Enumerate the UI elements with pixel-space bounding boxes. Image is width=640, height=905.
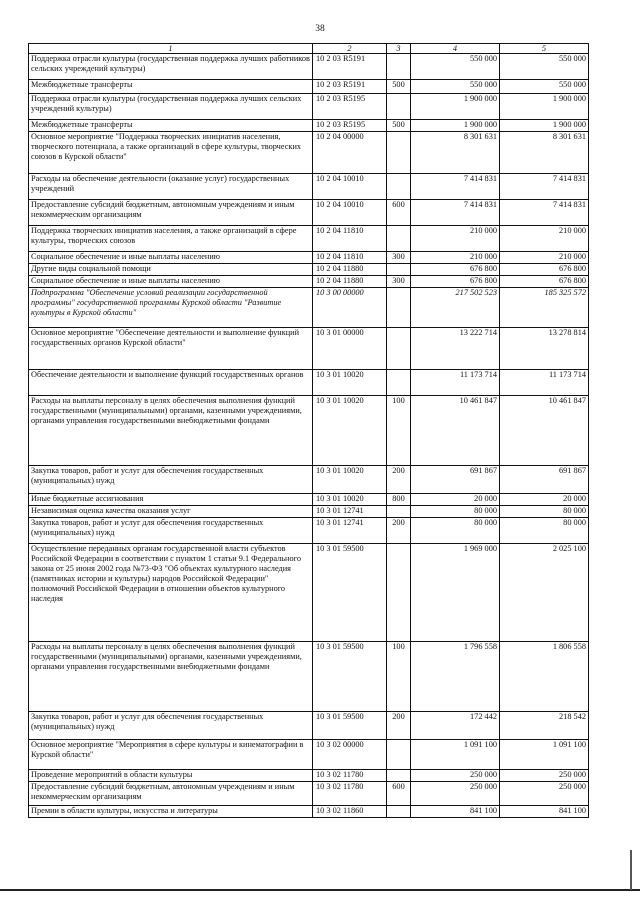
row-name-cell: Предоставление субсидий бюджетным, автономным учреждениям и иным некоммерческим организациям <box>29 782 313 806</box>
row-value-5-cell: 10 461 847 <box>500 396 589 466</box>
table-row <box>29 806 589 818</box>
row-value-5-cell: 80 000 <box>500 518 589 544</box>
page-number: 38 <box>315 24 325 34</box>
row-value-4-cell: 217 502 523 <box>411 288 500 328</box>
row-value-5-cell: 210 000 <box>500 226 589 252</box>
table-row <box>29 264 589 276</box>
row-vr-cell <box>387 288 411 328</box>
row-vr-cell <box>387 740 411 770</box>
row-value-4-cell: 13 222 714 <box>411 328 500 370</box>
row-name-cell: Обеспечение деятельности и выполнение функций государственных органов <box>29 370 313 396</box>
row-value-5-cell: 250 000 <box>500 782 589 806</box>
row-code-cell: 10 2 04 11880 <box>313 264 387 276</box>
row-code-cell: 10 3 01 10020 <box>313 466 387 494</box>
row-vr-cell <box>387 94 411 120</box>
row-vr-cell: 600 <box>387 782 411 806</box>
row-vr-cell <box>387 370 411 396</box>
row-value-5-cell: 550 000 <box>500 54 589 80</box>
row-value-4-cell: 1 796 558 <box>411 642 500 712</box>
row-code-cell: 10 2 04 00000 <box>313 132 387 174</box>
table-body <box>29 54 589 818</box>
table-row <box>29 226 589 252</box>
row-code-cell: 10 3 00 00000 <box>313 288 387 328</box>
table-row <box>29 466 589 494</box>
row-code-cell: 10 3 02 00000 <box>313 740 387 770</box>
row-code-cell: 10 3 02 11780 <box>313 770 387 782</box>
row-value-4-cell: 8 301 631 <box>411 132 500 174</box>
row-code-cell: 10 2 04 11810 <box>313 226 387 252</box>
row-value-5-cell: 7 414 831 <box>500 200 589 226</box>
row-code-cell: 10 2 04 10010 <box>313 200 387 226</box>
row-value-4-cell: 7 414 831 <box>411 174 500 200</box>
row-value-5-cell: 20 000 <box>500 494 589 506</box>
table-row <box>29 642 589 712</box>
table-row <box>29 518 589 544</box>
row-vr-cell: 200 <box>387 518 411 544</box>
row-value-4-cell: 20 000 <box>411 494 500 506</box>
row-name-cell: Основное мероприятие "Обеспечение деятельности и выполнение функций государственных органов Курской области" <box>29 328 313 370</box>
row-name-cell: Основное мероприятие "Поддержка творческих инициатив населения, творческого потенциала, а также организаций в сфере культуры, творческих союзов в Курской области" <box>29 132 313 174</box>
row-name-cell: Расходы на выплаты персоналу в целях обеспечения выполнения функций государственными (муниципальными) органами, казенными учреждениями, органами управления государственными внебюджетными фондами <box>29 396 313 466</box>
table-row <box>29 370 589 396</box>
row-code-cell: 10 3 02 11780 <box>313 782 387 806</box>
row-value-4-cell: 550 000 <box>411 80 500 94</box>
row-value-5-cell: 550 000 <box>500 80 589 94</box>
row-name-cell: Предоставление субсидий бюджетным, автономным учреждениям и иным некоммерческим организациям <box>29 200 313 226</box>
row-value-5-cell: 1 806 558 <box>500 642 589 712</box>
table-row <box>29 174 589 200</box>
row-value-5-cell: 841 100 <box>500 806 589 818</box>
row-value-4-cell: 250 000 <box>411 770 500 782</box>
row-name-cell: Премии в области культуры, искусства и литературы <box>29 806 313 818</box>
row-name-cell: Поддержка отрасли культуры (государственная поддержка лучших работников сельских учреждений культуры) <box>29 54 313 80</box>
row-value-5-cell: 2 025 100 <box>500 544 589 642</box>
row-value-5-cell: 676 800 <box>500 264 589 276</box>
row-value-5-cell: 676 800 <box>500 276 589 288</box>
row-vr-cell: 600 <box>387 200 411 226</box>
row-name-cell: Основное мероприятие "Мероприятия в сфере культуры и кинематографии в Курской области" <box>29 740 313 770</box>
header-col-4: 4 <box>411 44 500 54</box>
row-vr-cell <box>387 806 411 818</box>
row-value-4-cell: 172 442 <box>411 712 500 740</box>
row-name-cell: Социальное обеспечение и иные выплаты населению <box>29 276 313 288</box>
bottom-scan-line <box>0 889 640 891</box>
table-row <box>29 544 589 642</box>
header-row <box>29 44 589 54</box>
row-vr-cell: 300 <box>387 252 411 264</box>
row-vr-cell <box>387 54 411 80</box>
row-value-4-cell: 841 100 <box>411 806 500 818</box>
row-name-cell: Расходы на выплаты персоналу в целях обеспечения выполнения функций государственными (муниципальными) органами, казенными учреждениями, органами управления государственными внебюджетными фондами <box>29 642 313 712</box>
row-code-cell: 10 3 01 59500 <box>313 712 387 740</box>
row-name-cell: Социальное обеспечение и иные выплаты населению <box>29 252 313 264</box>
row-value-5-cell: 218 542 <box>500 712 589 740</box>
row-value-4-cell: 1 900 000 <box>411 94 500 120</box>
row-code-cell: 10 3 02 11860 <box>313 806 387 818</box>
row-name-cell: Поддержка отрасли культуры (государственная поддержка лучших сельских учреждений культуры) <box>29 94 313 120</box>
row-name-cell: Иные бюджетные ассигнования <box>29 494 313 506</box>
budget-table-container <box>28 43 588 818</box>
row-vr-cell: 100 <box>387 396 411 466</box>
row-vr-cell <box>387 132 411 174</box>
row-value-4-cell: 80 000 <box>411 518 500 544</box>
row-vr-cell <box>387 328 411 370</box>
table-row <box>29 94 589 120</box>
row-value-5-cell: 1 091 100 <box>500 740 589 770</box>
table-row <box>29 276 589 288</box>
row-name-cell: Закупка товаров, работ и услуг для обеспечения государственных (муниципальных) нужд <box>29 518 313 544</box>
table-row <box>29 782 589 806</box>
row-value-5-cell: 250 000 <box>500 770 589 782</box>
row-code-cell: 10 3 01 00000 <box>313 328 387 370</box>
table-row <box>29 54 589 80</box>
row-name-cell: Закупка товаров, работ и услуг для обеспечения государственных (муниципальных) нужд <box>29 712 313 740</box>
row-vr-cell: 800 <box>387 494 411 506</box>
table-row <box>29 132 589 174</box>
row-value-4-cell: 1 091 100 <box>411 740 500 770</box>
row-value-4-cell: 676 800 <box>411 276 500 288</box>
table-row <box>29 494 589 506</box>
row-vr-cell: 200 <box>387 712 411 740</box>
row-code-cell: 10 3 01 59500 <box>313 544 387 642</box>
row-value-4-cell: 80 000 <box>411 506 500 518</box>
row-vr-cell: 200 <box>387 466 411 494</box>
row-value-5-cell: 1 900 000 <box>500 94 589 120</box>
header-col-5: 5 <box>500 44 589 54</box>
row-name-cell: Поддержка творческих инициатив населения, а также организаций в сфере культуры, творческих союзов <box>29 226 313 252</box>
row-name-cell: Другие виды социальной помощи <box>29 264 313 276</box>
header-col-2: 2 <box>313 44 387 54</box>
row-code-cell: 10 3 01 59500 <box>313 642 387 712</box>
row-vr-cell: 300 <box>387 276 411 288</box>
row-value-5-cell: 210 000 <box>500 252 589 264</box>
row-code-cell: 10 2 03 R5195 <box>313 120 387 132</box>
row-vr-cell: 500 <box>387 120 411 132</box>
table-row <box>29 288 589 328</box>
row-code-cell: 10 3 01 10020 <box>313 494 387 506</box>
row-vr-cell <box>387 264 411 276</box>
header-col-1: 1 <box>29 44 313 54</box>
table-row <box>29 506 589 518</box>
table-row <box>29 396 589 466</box>
row-vr-cell: 100 <box>387 642 411 712</box>
row-name-cell: Межбюджетные трансферты <box>29 120 313 132</box>
row-name-cell: Закупка товаров, работ и услуг для обеспечения государственных (муниципальных) нужд <box>29 466 313 494</box>
row-value-4-cell: 7 414 831 <box>411 200 500 226</box>
row-code-cell: 10 2 03 R5191 <box>313 80 387 94</box>
scan-edge-mark <box>630 850 632 890</box>
row-name-cell: Подпрограмма "Обеспечение условий реализации государственной программы" государственной программы Курской области "Развитие культуры в Курской области" <box>29 288 313 328</box>
row-value-4-cell: 210 000 <box>411 226 500 252</box>
table-row <box>29 712 589 740</box>
row-name-cell: Расходы на обеспечение деятельности (оказание услуг) государственных учреждений <box>29 174 313 200</box>
table-row <box>29 120 589 132</box>
row-vr-cell <box>387 544 411 642</box>
row-value-5-cell: 7 414 831 <box>500 174 589 200</box>
budget-table <box>28 43 589 818</box>
row-value-5-cell: 1 900 000 <box>500 120 589 132</box>
row-value-5-cell: 691 867 <box>500 466 589 494</box>
row-value-5-cell: 8 301 631 <box>500 132 589 174</box>
row-vr-cell <box>387 226 411 252</box>
row-value-5-cell: 11 173 714 <box>500 370 589 396</box>
row-value-5-cell: 80 000 <box>500 506 589 518</box>
table-row <box>29 328 589 370</box>
row-value-4-cell: 10 461 847 <box>411 396 500 466</box>
row-code-cell: 10 2 04 11880 <box>313 276 387 288</box>
row-value-4-cell: 11 173 714 <box>411 370 500 396</box>
row-value-4-cell: 250 000 <box>411 782 500 806</box>
row-code-cell: 10 3 01 10020 <box>313 396 387 466</box>
row-code-cell: 10 2 03 R5191 <box>313 54 387 80</box>
row-name-cell: Независимая оценка качества оказания услуг <box>29 506 313 518</box>
row-vr-cell <box>387 174 411 200</box>
row-code-cell: 10 2 04 11810 <box>313 252 387 264</box>
row-code-cell: 10 3 01 12741 <box>313 518 387 544</box>
table-row <box>29 770 589 782</box>
row-name-cell: Межбюджетные трансферты <box>29 80 313 94</box>
row-vr-cell: 500 <box>387 80 411 94</box>
row-name-cell: Проведение мероприятий в области культуры <box>29 770 313 782</box>
row-value-4-cell: 550 000 <box>411 54 500 80</box>
table-row <box>29 740 589 770</box>
row-value-5-cell: 13 278 814 <box>500 328 589 370</box>
table-row <box>29 200 589 226</box>
row-value-4-cell: 676 800 <box>411 264 500 276</box>
row-code-cell: 10 3 01 10020 <box>313 370 387 396</box>
row-value-4-cell: 691 867 <box>411 466 500 494</box>
row-value-4-cell: 1 969 000 <box>411 544 500 642</box>
row-value-4-cell: 210 000 <box>411 252 500 264</box>
table-row <box>29 252 589 264</box>
row-code-cell: 10 2 04 10010 <box>313 174 387 200</box>
row-value-5-cell: 185 325 572 <box>500 288 589 328</box>
table-row <box>29 80 589 94</box>
row-code-cell: 10 2 03 R5195 <box>313 94 387 120</box>
row-vr-cell <box>387 506 411 518</box>
row-value-4-cell: 1 900 000 <box>411 120 500 132</box>
row-vr-cell <box>387 770 411 782</box>
row-name-cell: Осуществление переданных органам государственной власти субъектов Российской Федерации в соответствии с пунктом 1 статьи 9.1 Федерального закона от 25 июня 2002 года №73-ФЗ "Об объектах культурного наследия (памятниках истории и культуры) народов Российской Федерации" полномочий Российской Федерации в отношении объектов культурного наследия <box>29 544 313 642</box>
header-col-3: 3 <box>387 44 411 54</box>
row-code-cell: 10 3 01 12741 <box>313 506 387 518</box>
